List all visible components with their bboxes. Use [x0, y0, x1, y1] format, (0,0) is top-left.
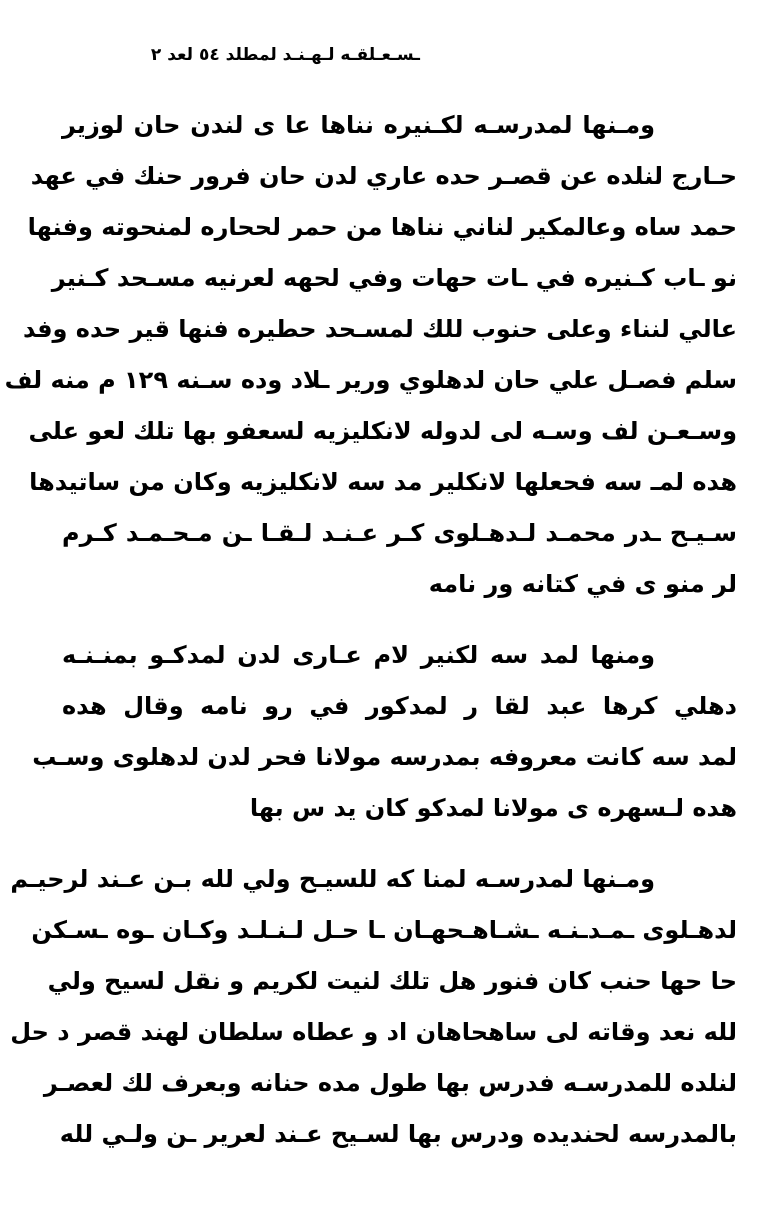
text-line: سـيـح ـدر محمـد لـدهـلوی كـر عـنـد لـقـا ـن مـحـمـد كـرم [62, 519, 737, 547]
paragraph [4, 100, 737, 610]
text-line: لله نعد وقاته لى ساهحاهان اد و عطاه سلطان لهند قصر د حل [10, 1018, 737, 1046]
text-line: هده لمـ سه فحعلها لانكلير مد سه لانكليزيه وكان من ساتيدها [29, 468, 737, 496]
text-line: لنلده للمدرسـه فدرس بها طول مده حنانه وبعرف لك لعصـر [43, 1069, 737, 1097]
text-line: حـارج لنلده عن قصـر حده عاري لدن حان فرور حنك في عهد [30, 162, 737, 190]
paragraph [32, 630, 737, 834]
text-line: لر منو ى في كتانه ور نامه [428, 570, 737, 598]
text-line: نو ـاب كـنيره في ـات حهات وفي لحهه لعرنيه مسـحد كـنير [51, 264, 737, 292]
text-line: بالمدرسه لحنديده ودرس بها لسـيح عـند لعرير ـن ولـي لله [59, 1120, 737, 1148]
text-line: لمد سه كانت معروفه بمدرسه مولانا فحر لدن لدهلوی وسـب [32, 743, 737, 771]
text-line: سلم فصـل علي حان لدهلوي ورير ـلاد وده سـنه ١٢٩ م منه لف [4, 366, 737, 394]
running-header: ـسـعـلقـه لـهـنـد لمطلد ٥٤ لعد ٢ [150, 45, 420, 65]
text-line: ومـنها لمدرسـه لمنا كه للسيـح ولي لله بـن عـند لرحيـم [10, 865, 655, 893]
text-line: لدهـلوی ـمـدـنـه ـشـاهـحهـان ـا حـل لـنـلـد وكـان ـوه ـسـكن [31, 916, 737, 944]
body-text [4, 100, 737, 1160]
text-line: وسـعـن لف وسـه لى لدوله لانكليزيه لسعفو بها تلك لعو علی [28, 417, 737, 445]
text-line: حمد ساه وعالمكير لناني نناها من حمر لححاره لمنحوته وفنها [27, 213, 737, 241]
paragraph [10, 854, 737, 1160]
text-line: هده لـسهره ى مولانا لمدكو كان يد س بها [249, 794, 737, 822]
text-line: عالي لنناء وعلى حنوب للك لمسـحد حطيره فنها قير حده وفد [22, 315, 737, 343]
text-line: ومـنها لمدرسـه لكـنيره نناها عا ى لندن حان لوزير [62, 111, 655, 139]
text-line: دهلي كرها عبد لقا ر لمدكور في رو نامه وقال هده [62, 692, 737, 720]
text-line: حا حها حنب كان فنور هل تلك لنيت لكريم و نقل لسيح ولي [47, 967, 737, 995]
text-line: ومنها لمد سه لكنير لام عـارى لدن لمدكـو بمنـنـه [62, 641, 655, 669]
